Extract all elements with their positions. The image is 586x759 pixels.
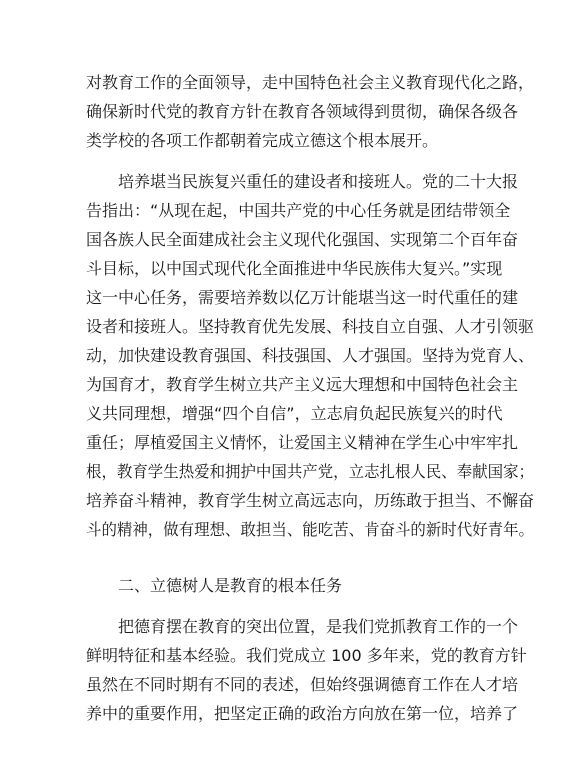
paragraph-2-line-4: 斗目标，以中国式现代化全面推进中华民族伟大复兴。”实现 [86, 259, 503, 278]
paragraph-2-line-1: 培养堪当民族复兴重任的建设者和接班人。党的二十大报 [118, 172, 519, 191]
paragraph-2-line-7: 动，加快建设教育强国、科技强国、人才强国。坚持为党育人、 [86, 346, 535, 365]
paragraph-3-line-4: 养中的重要作用，把坚定正确的政治方向放在第一位，培养了 [86, 704, 519, 723]
paragraph-2-line-8: 为国育才，教育学生树立共产主义远大理想和中国特色社会主 [86, 375, 519, 394]
paragraph-2-line-2: 告指出：“从现在起，中国共产党的中心任务就是团结带领全 [86, 201, 511, 220]
paragraph-2-line-5: 这一中心任务，需要培养数以亿万计能堪当这一时代重任的建 [86, 288, 519, 307]
paragraph-1-line-1: 对教育工作的全面领导，走中国特色社会主义教育现代化之路， [86, 73, 535, 92]
paragraph-1-line-2: 确保新时代党的教育方针在教育各领域得到贯彻，确保各级各 [86, 102, 519, 121]
paragraph-1-line-3: 类学校的各项工作都朝着完成立德这个根本展开。 [86, 131, 439, 150]
paragraph-3-line-3: 虽然在不同时期有不同的表述，但始终强调德育工作在人才培 [86, 675, 519, 694]
paragraph-2-line-13: 斗的精神，做有理想、敢担当、能吃苦、肯奋斗的新时代好青年。 [86, 520, 535, 539]
paragraph-3-line-1: 把德育摆在教育的突出位置，是我们党抓教育工作的一个 [118, 617, 519, 636]
paragraph-3-line-2: 鲜明特征和基本经验。我们党成立 100 多年来，党的教育方针 [86, 646, 527, 665]
section-heading: 二、立德树人是教育的根本任务 [118, 576, 343, 595]
paragraph-2-line-9: 义共同理想，增强“四个自信”，立志肩负起民族复兴的时代 [86, 404, 503, 423]
paragraph-2-line-3: 国各族人民全面建成社会主义现代化强国、实现第二个百年奋 [86, 230, 519, 249]
paragraph-2-line-11: 根，教育学生热爱和拥护中国共产党，立志扎根人民、奉献国家； [86, 462, 535, 481]
paragraph-2-line-6: 设者和接班人。坚持教育优先发展、科技自立自强、人才引领驱 [86, 317, 535, 336]
paragraph-2-line-10: 重任；厚植爱国主义情怀，让爱国主义精神在学生心中牢牢扎 [86, 433, 519, 452]
paragraph-2-line-12: 培养奋斗精神，教育学生树立高远志向，历练敢于担当、不懈奋 [86, 491, 535, 510]
